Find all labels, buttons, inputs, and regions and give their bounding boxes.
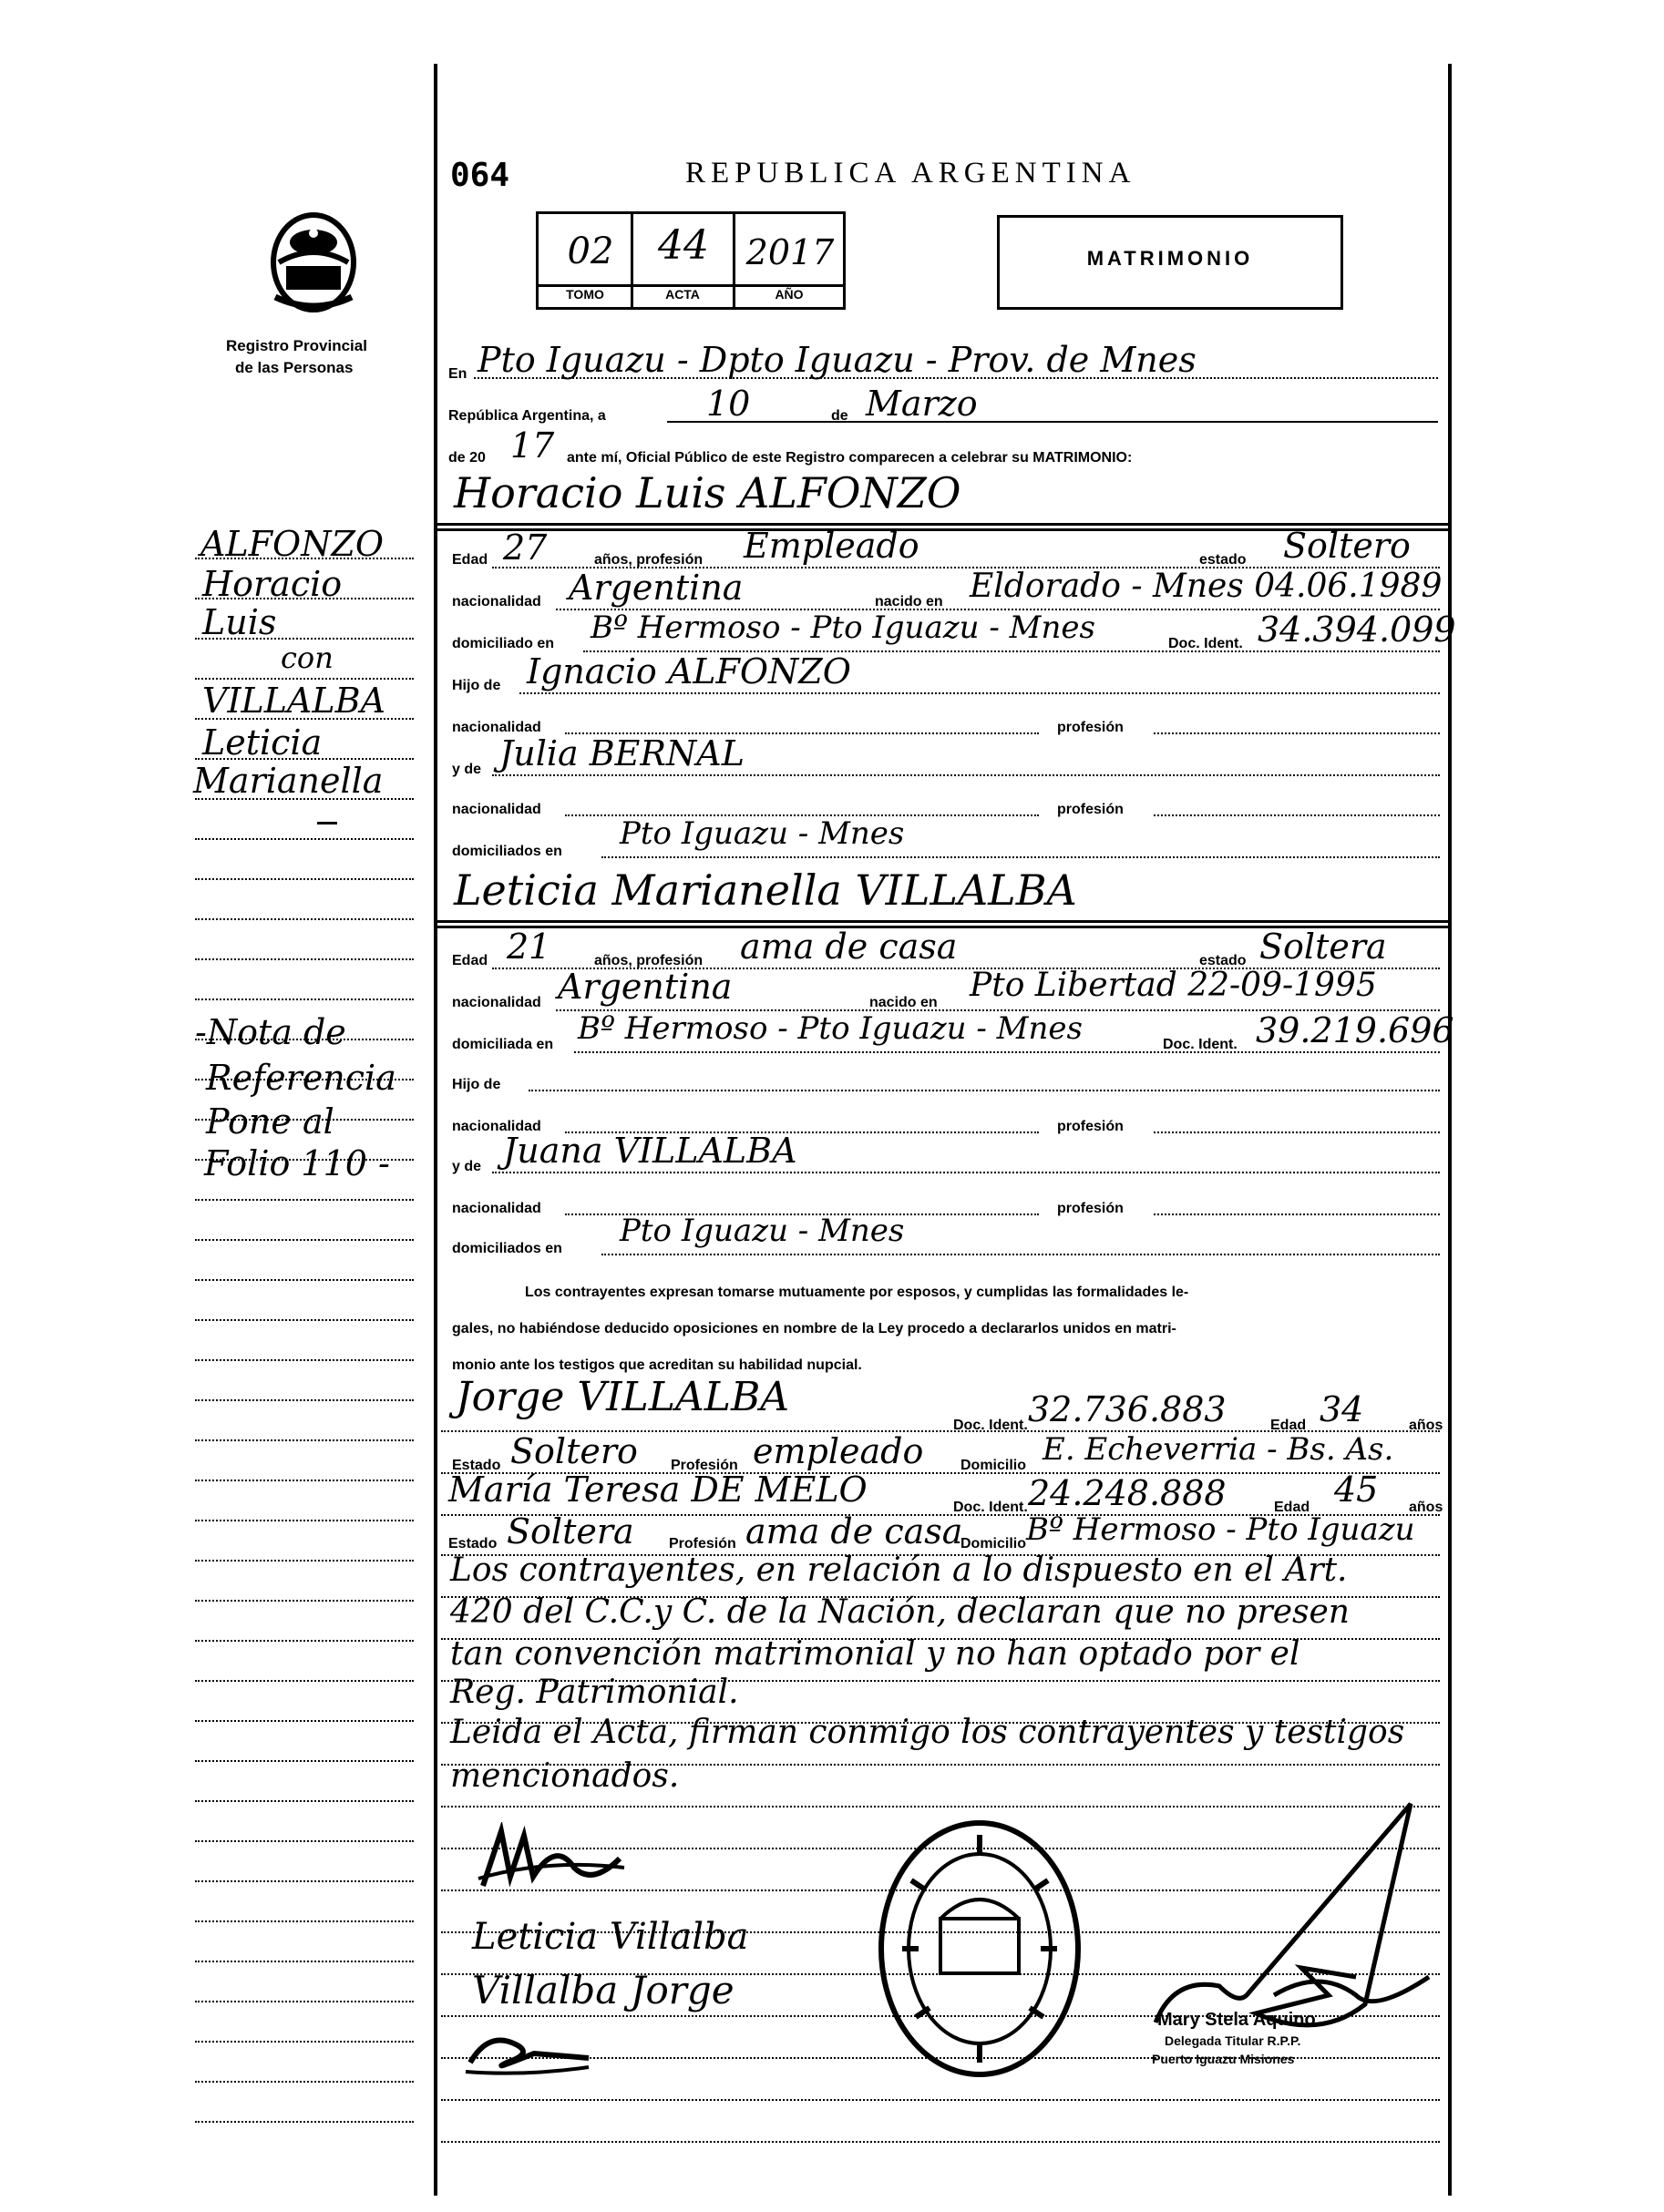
bride-estado-label: estado [1199,953,1247,968]
margin-con: con [281,640,334,675]
bride-parents-dom-label: domiciliados en [452,1241,562,1256]
witness1-domicile: E. Echeverria - Bs. As. [1043,1431,1394,1468]
appear-text: ante mí, Oficial Público de este Registro comparecen a celebrar su MATRIMONIO: [567,450,1133,466]
bride-mother-nac-label: nacionalidad [452,1201,541,1216]
witness1-doc: 32.736.883 [1028,1389,1227,1429]
witness1-profession: empleado [753,1431,924,1471]
bride-doc-label: Doc. Ident. [1163,1037,1238,1052]
date-de-label: de [831,408,848,424]
witness1-doc-label: Doc. Ident. [953,1418,1028,1433]
coat-of-arms-icon [259,206,368,315]
declaration-line3: monio ante los testigos que acreditan su habilidad nupcial. [452,1357,862,1373]
groom-dom-label: domiciliado en [452,636,555,651]
witness2-estado-label: Estado [448,1536,498,1551]
witness2-name: María Teresa DE MELO [448,1470,868,1510]
groom-nacido-label: nacido en [875,594,943,609]
bride-yde-label: y de [452,1159,482,1174]
bride-hijo-label: Hijo de [452,1077,501,1092]
registry-name-line2: de las Personas [235,359,354,376]
margin-surname-bride: VILLALBA [202,681,385,721]
groom-name: Horacio Luis ALFONZO [454,468,961,517]
witness2-doc-label: Doc. Ident. [953,1500,1028,1515]
bride-doc: 39.219.696 [1256,1010,1454,1050]
groom-doc: 34.394.099 [1258,609,1456,650]
officer-place: Puerto Iguazu Misiones [1152,2052,1295,2066]
margin-given-bride1: Leticia [202,722,323,763]
official-seal-stamp [875,1817,1084,2081]
declaration-line1: Los contrayentes expresan tomarse mutuamente por esposos, y cumplidas las formalidades le- [525,1285,1189,1300]
witness2-anos-label: años [1409,1500,1443,1515]
groom-estado: Soltero [1283,526,1411,566]
groom-father: Ignacio ALFONZO [527,651,851,691]
groom-father-prof-label: profesión [1057,720,1124,735]
notes-line4: Reg. Patrimonial. [450,1674,739,1711]
date-month: Marzo [866,384,978,424]
groom-nac-label: nacionalidad [452,594,541,609]
groom-edad-label: Edad [452,552,488,568]
notes-line3: tan convención matrimonial y no han optado por el [450,1635,1300,1673]
notes-line1: Los contrayentes, en relación a lo dispuesto en el Art. [450,1551,1348,1589]
margin-given-groom1: Horacio [202,564,343,604]
page-right-border [1448,64,1452,2196]
bride-mother-prof-label: profesión [1057,1201,1124,1216]
margin-note2: Referencia [206,1058,396,1098]
anio-value: 2017 [745,232,835,272]
bride-nationality: Argentina [558,967,733,1007]
notes-line5: Leida el Acta, firman conmigo los contrayentes y testigos [450,1714,1405,1751]
declaration-line2: gales, no habiéndose deducido oposiciones en nombre de la Ley procedo a declararlos unidos en matri- [452,1321,1176,1336]
margin-note4: Folio 110 - [204,1143,390,1183]
margin-surname-groom: ALFONZO [200,524,385,564]
witness1-anos-label: años [1409,1418,1443,1433]
en-label: En [448,366,467,382]
bride-parents-dom: Pto Iguazu - Mnes [620,1213,905,1249]
witness2-dom-label: Domicilio [960,1536,1027,1551]
tomo-value: 02 [567,230,614,272]
bride-nac-label: nacionalidad [452,995,541,1010]
bride-dom-label: domiciliada en [452,1037,554,1052]
groom-father-nac-label: nacionalidad [452,720,541,735]
groom-domicile: Bº Hermoso - Pto Iguazu - Mnes [591,609,1095,646]
margin-note1: -Nota de [195,1012,346,1052]
groom-yde-label: y de [452,762,482,777]
witness2-age: 45 [1334,1470,1379,1510]
republica-label: República Argentina, a [448,408,606,424]
anio-label: AÑO [775,287,804,302]
officer-title: Delegada Titular R.P.P. [1165,2033,1301,2048]
groom-parents-dom: Pto Iguazu - Mnes [620,815,905,852]
signature-bride: Leticia Villalba [472,1916,749,1958]
bride-name: Leticia Marianella VILLALBA [454,865,1077,915]
witness2-profession: ama de casa [745,1511,963,1551]
margin-given-bride2: Marianella [193,761,384,801]
groom-nationality: Argentina [569,568,744,608]
groom-mother-prof-label: profesión [1057,802,1124,817]
registry-name-line1: Registro Provincial [226,337,367,354]
bride-domicile: Bº Hermoso - Pto Iguazu - Mnes [578,1010,1083,1047]
groom-parents-dom-label: domiciliados en [452,844,562,859]
witness1-age: 34 [1320,1389,1364,1429]
witness2-edad-label: Edad [1274,1500,1310,1515]
act-type: MATRIMONIO [1086,247,1254,270]
notes-line2: 420 del C.C.y C. de la Nación, declaran que no presen [450,1593,1350,1631]
witness1-edad-label: Edad [1270,1418,1307,1433]
act-number: 064 [450,157,510,194]
bride-mother: Juana VILLALBA [503,1131,797,1171]
groom-mother-nac-label: nacionalidad [452,802,541,817]
groom-estado-label: estado [1199,552,1247,568]
witness1-estado: Soltero [510,1431,638,1471]
witness2-domicile: Bº Hermoso - Pto Iguazu [1026,1511,1415,1548]
bride-profession: ama de casa [740,927,958,967]
officer-name: Mary Stela Aquino [1157,2010,1316,2030]
margin-note3: Pone al [206,1101,334,1142]
witness1-estado-label: Estado [452,1458,501,1473]
tomo-label: TOMO [566,287,604,302]
groom-born: Eldorado - Mnes 04.06.1989 [970,568,1443,605]
date-day: 10 [706,384,751,424]
bride-edad-label: Edad [452,953,488,968]
page-left-border [434,64,437,2196]
bride-estado: Soltera [1259,927,1387,967]
acta-value: 44 [658,222,709,269]
groom-doc-label: Doc. Ident. [1168,636,1243,651]
bride-age: 21 [507,927,551,967]
groom-age: 27 [503,527,548,568]
witness1-name: Jorge VILLALBA [456,1374,790,1420]
margin-given-groom2: Luis [202,602,277,642]
year-suffix: 17 [510,425,555,466]
groom-profession: Empleado [744,526,919,566]
bride-born: Pto Libertad 22-09-1995 [970,967,1377,1004]
groom-anos-label: años, profesión [594,552,704,568]
bride-father-prof-label: profesión [1057,1119,1124,1134]
bride-nacido-label: nacido en [869,995,938,1010]
en-value: Pto Iguazu - Dpto Iguazu - Prov. de Mnes [478,340,1197,380]
witness1-prof-label: Profesión [671,1458,738,1473]
witness2-prof-label: Profesión [669,1536,736,1551]
notes-line6: mencionados. [450,1757,680,1795]
witness2-doc: 24.248.888 [1028,1473,1227,1513]
bride-father-nac-label: nacionalidad [452,1119,541,1134]
groom-mother: Julia BERNAL [499,733,745,773]
bride-anos-label: años, profesión [594,953,704,968]
witness2-estado: Soltera [507,1511,634,1551]
witness1-dom-label: Domicilio [960,1458,1027,1473]
signature-groom [474,1822,629,1895]
acta-label: ACTA [665,287,700,302]
year-prefix: de 20 [448,450,486,466]
groom-hijo-label: Hijo de [452,678,501,693]
country-title: REPUBLICA ARGENTINA [685,157,1136,189]
signature-witness2 [461,2026,598,2081]
signature-witness: Villalba Jorge [472,1968,734,2012]
